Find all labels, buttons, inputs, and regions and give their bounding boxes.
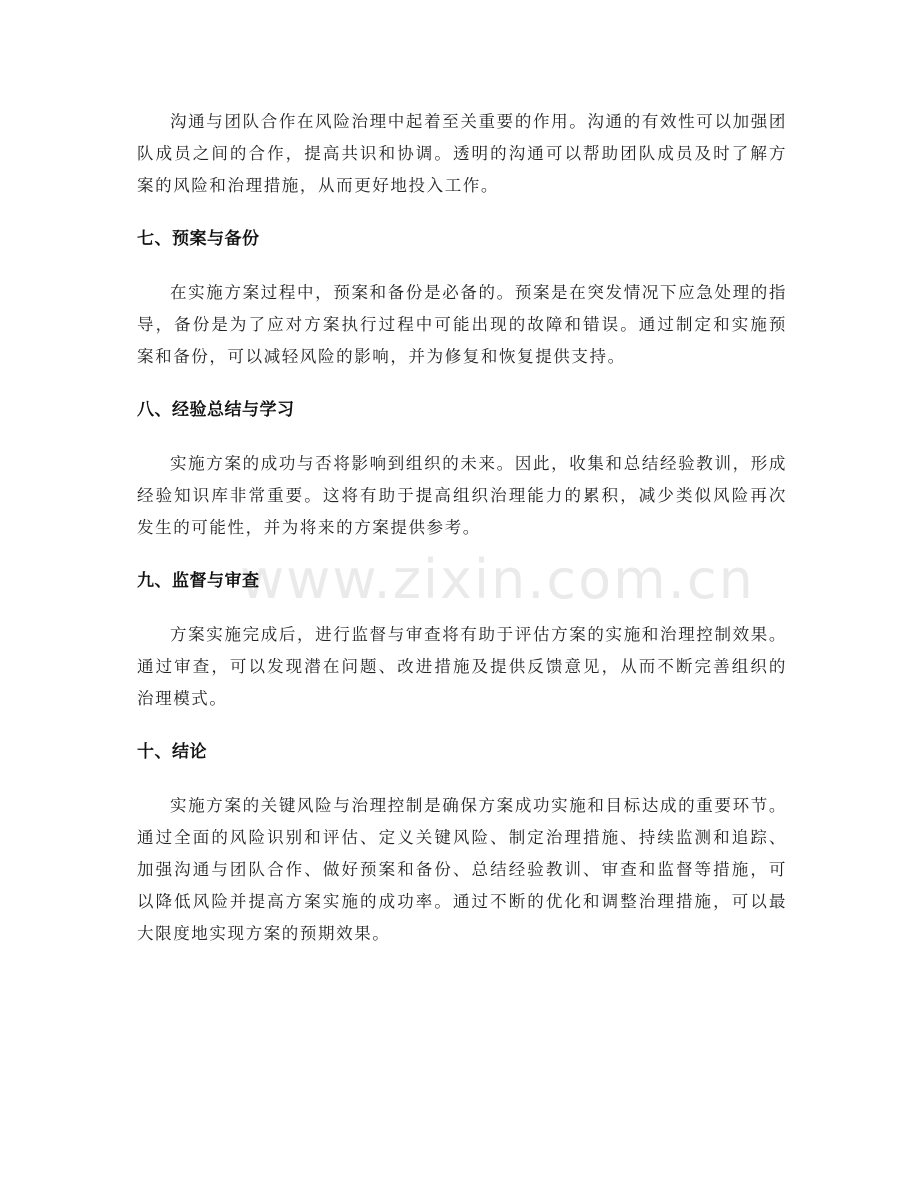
paragraph-lessons: 实施方案的成功与否将影响到组织的未来。因此，收集和总结经验教训，形成经验知识库非常重要。这将有助于提高组织治理能力的累积，减少类似风险再次发生的可能性，并为将来的方案提供参考。 bbox=[137, 454, 787, 537]
heading-contingency: 七、预案与备份 bbox=[137, 229, 260, 249]
heading-lessons: 八、经验总结与学习 bbox=[137, 400, 295, 420]
heading-conclusion: 十、结论 bbox=[137, 742, 207, 762]
document-body bbox=[137, 106, 787, 950]
watermark-text: www.zixin.com.cn bbox=[240, 548, 755, 611]
paragraph-contingency: 在实施方案过程中，预案和备份是必备的。预案是在突发情况下应急处理的指导，备份是为了应对方案执行过程中可能出现的故障和错误。通过制定和实施预案和备份，可以减轻风险的影响，并为修复和恢复提供支持。 bbox=[137, 283, 787, 366]
heading-review: 九、监督与审查 bbox=[137, 571, 260, 591]
paragraph-communication: 沟通与团队合作在风险治理中起着至关重要的作用。沟通的有效性可以加强团队成员之间的合作，提高共识和协调。透明的沟通可以帮助团队成员及时了解方案的风险和治理措施，从而更好地投入工作。 bbox=[137, 112, 787, 195]
paragraph-conclusion: 实施方案的关键风险与治理控制是确保方案成功实施和目标达成的重要环节。通过全面的风险识别和评估、定义关键风险、制定治理措施、持续监测和追踪、加强沟通与团队合作、做好预案和备份、总结经验教训、审查和监督等措施，可以降低风险并提高方案实施的成功率。通过不断的优化和调整治理措施，可以最大限度地实现方案的预期效果。 bbox=[137, 796, 787, 943]
paragraph-review: 方案实施完成后，进行监督与审查将有助于评估方案的实施和治理控制效果。通过审查，可以发现潜在问题、改进措施及提供反馈意见，从而不断完善组织的治理模式。 bbox=[137, 625, 787, 708]
